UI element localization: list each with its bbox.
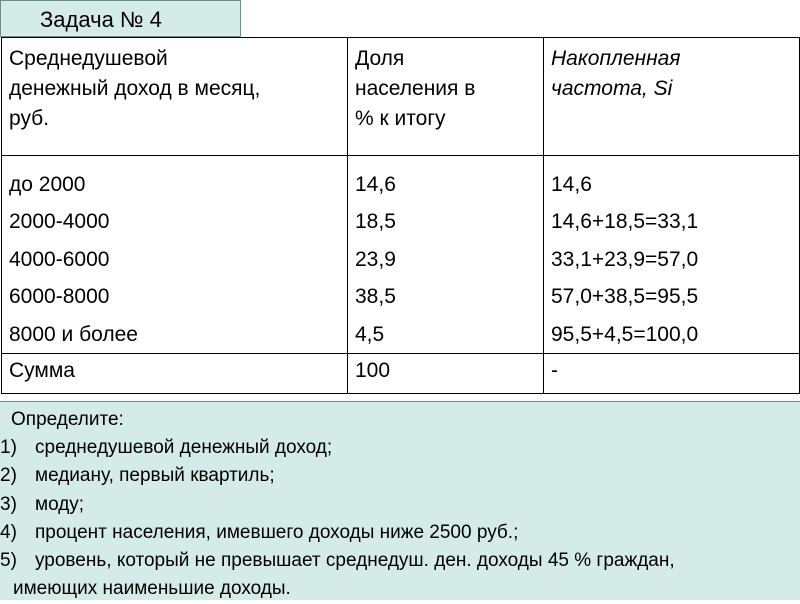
header-line: руб.: [9, 107, 50, 130]
cumulative-column: [544, 156, 800, 354]
table-header-row: [2, 38, 800, 156]
header-line: % к итогу: [355, 107, 446, 130]
task-number: 2): [0, 465, 17, 487]
header-line: Накопленная: [551, 47, 681, 70]
task-panel: [0, 401, 800, 600]
income-cell: 4000-6000: [9, 247, 110, 271]
income-cell: до 2000: [9, 173, 86, 196]
task-text: уровень, который не превышает среднедуш. ден. доходы 45 % граждан,: [35, 550, 675, 572]
task-text: медиану, первый квартиль;: [35, 465, 275, 487]
share-cell: 18,5: [355, 210, 396, 234]
header-cumulative: [544, 38, 800, 156]
share-cell: 14,6: [355, 173, 396, 196]
cumulative-cell: 57,0+38,5=95,5: [551, 285, 699, 309]
income-cell: 6000-8000: [9, 285, 110, 309]
income-distribution-table: [1, 37, 800, 394]
task-number: 3): [0, 493, 17, 515]
total-share: 100: [348, 353, 544, 393]
share-cell: 38,5: [355, 285, 396, 309]
income-cell: 2000-4000: [9, 210, 110, 234]
task-item: [0, 434, 800, 462]
task-number: 5): [0, 550, 17, 572]
total-cumulative: -: [544, 353, 800, 393]
task-number: 1): [0, 437, 17, 458]
header-line: населения в: [355, 77, 476, 100]
income-cell: 8000 и более: [9, 322, 138, 346]
header-line: Среднедушевой: [9, 47, 168, 70]
task-item: [0, 491, 800, 519]
header-line: денежный доход в месяц,: [9, 77, 261, 100]
share-cell: 23,9: [355, 247, 396, 271]
task-title: Задача № 4: [0, 0, 241, 37]
task-text-continuation: имеющих наименьшие доходы.: [13, 578, 291, 600]
header-income: [2, 38, 348, 156]
header-line: частота, Si: [551, 77, 673, 100]
task-text: процент населения, имевшего доходы ниже 2500 руб.;: [35, 521, 519, 543]
share-cell: 4,5: [355, 322, 385, 346]
cumulative-cell: 95,5+4,5=100,0: [551, 322, 699, 346]
task-item: [0, 519, 800, 547]
task-list: [0, 434, 800, 604]
task-text: среднедушевой денежный доход;: [35, 437, 333, 458]
share-column: [348, 156, 544, 354]
task-item: [0, 462, 800, 490]
task-text: моду;: [35, 493, 85, 515]
total-label: Сумма: [2, 353, 348, 393]
task-number: 4): [0, 521, 17, 543]
task-item: [0, 547, 800, 604]
cumulative-cell: 33,1+23,9=57,0: [551, 247, 699, 271]
cumulative-cell: 14,6: [551, 173, 592, 196]
task-intro: Определите:: [11, 409, 124, 430]
table-body-row: [2, 156, 800, 354]
income-column: [2, 156, 348, 354]
cumulative-cell: 14,6+18,5=33,1: [551, 210, 699, 234]
header-share: [348, 38, 544, 156]
table-total-row: [2, 353, 800, 393]
header-line: Доля: [355, 47, 405, 70]
